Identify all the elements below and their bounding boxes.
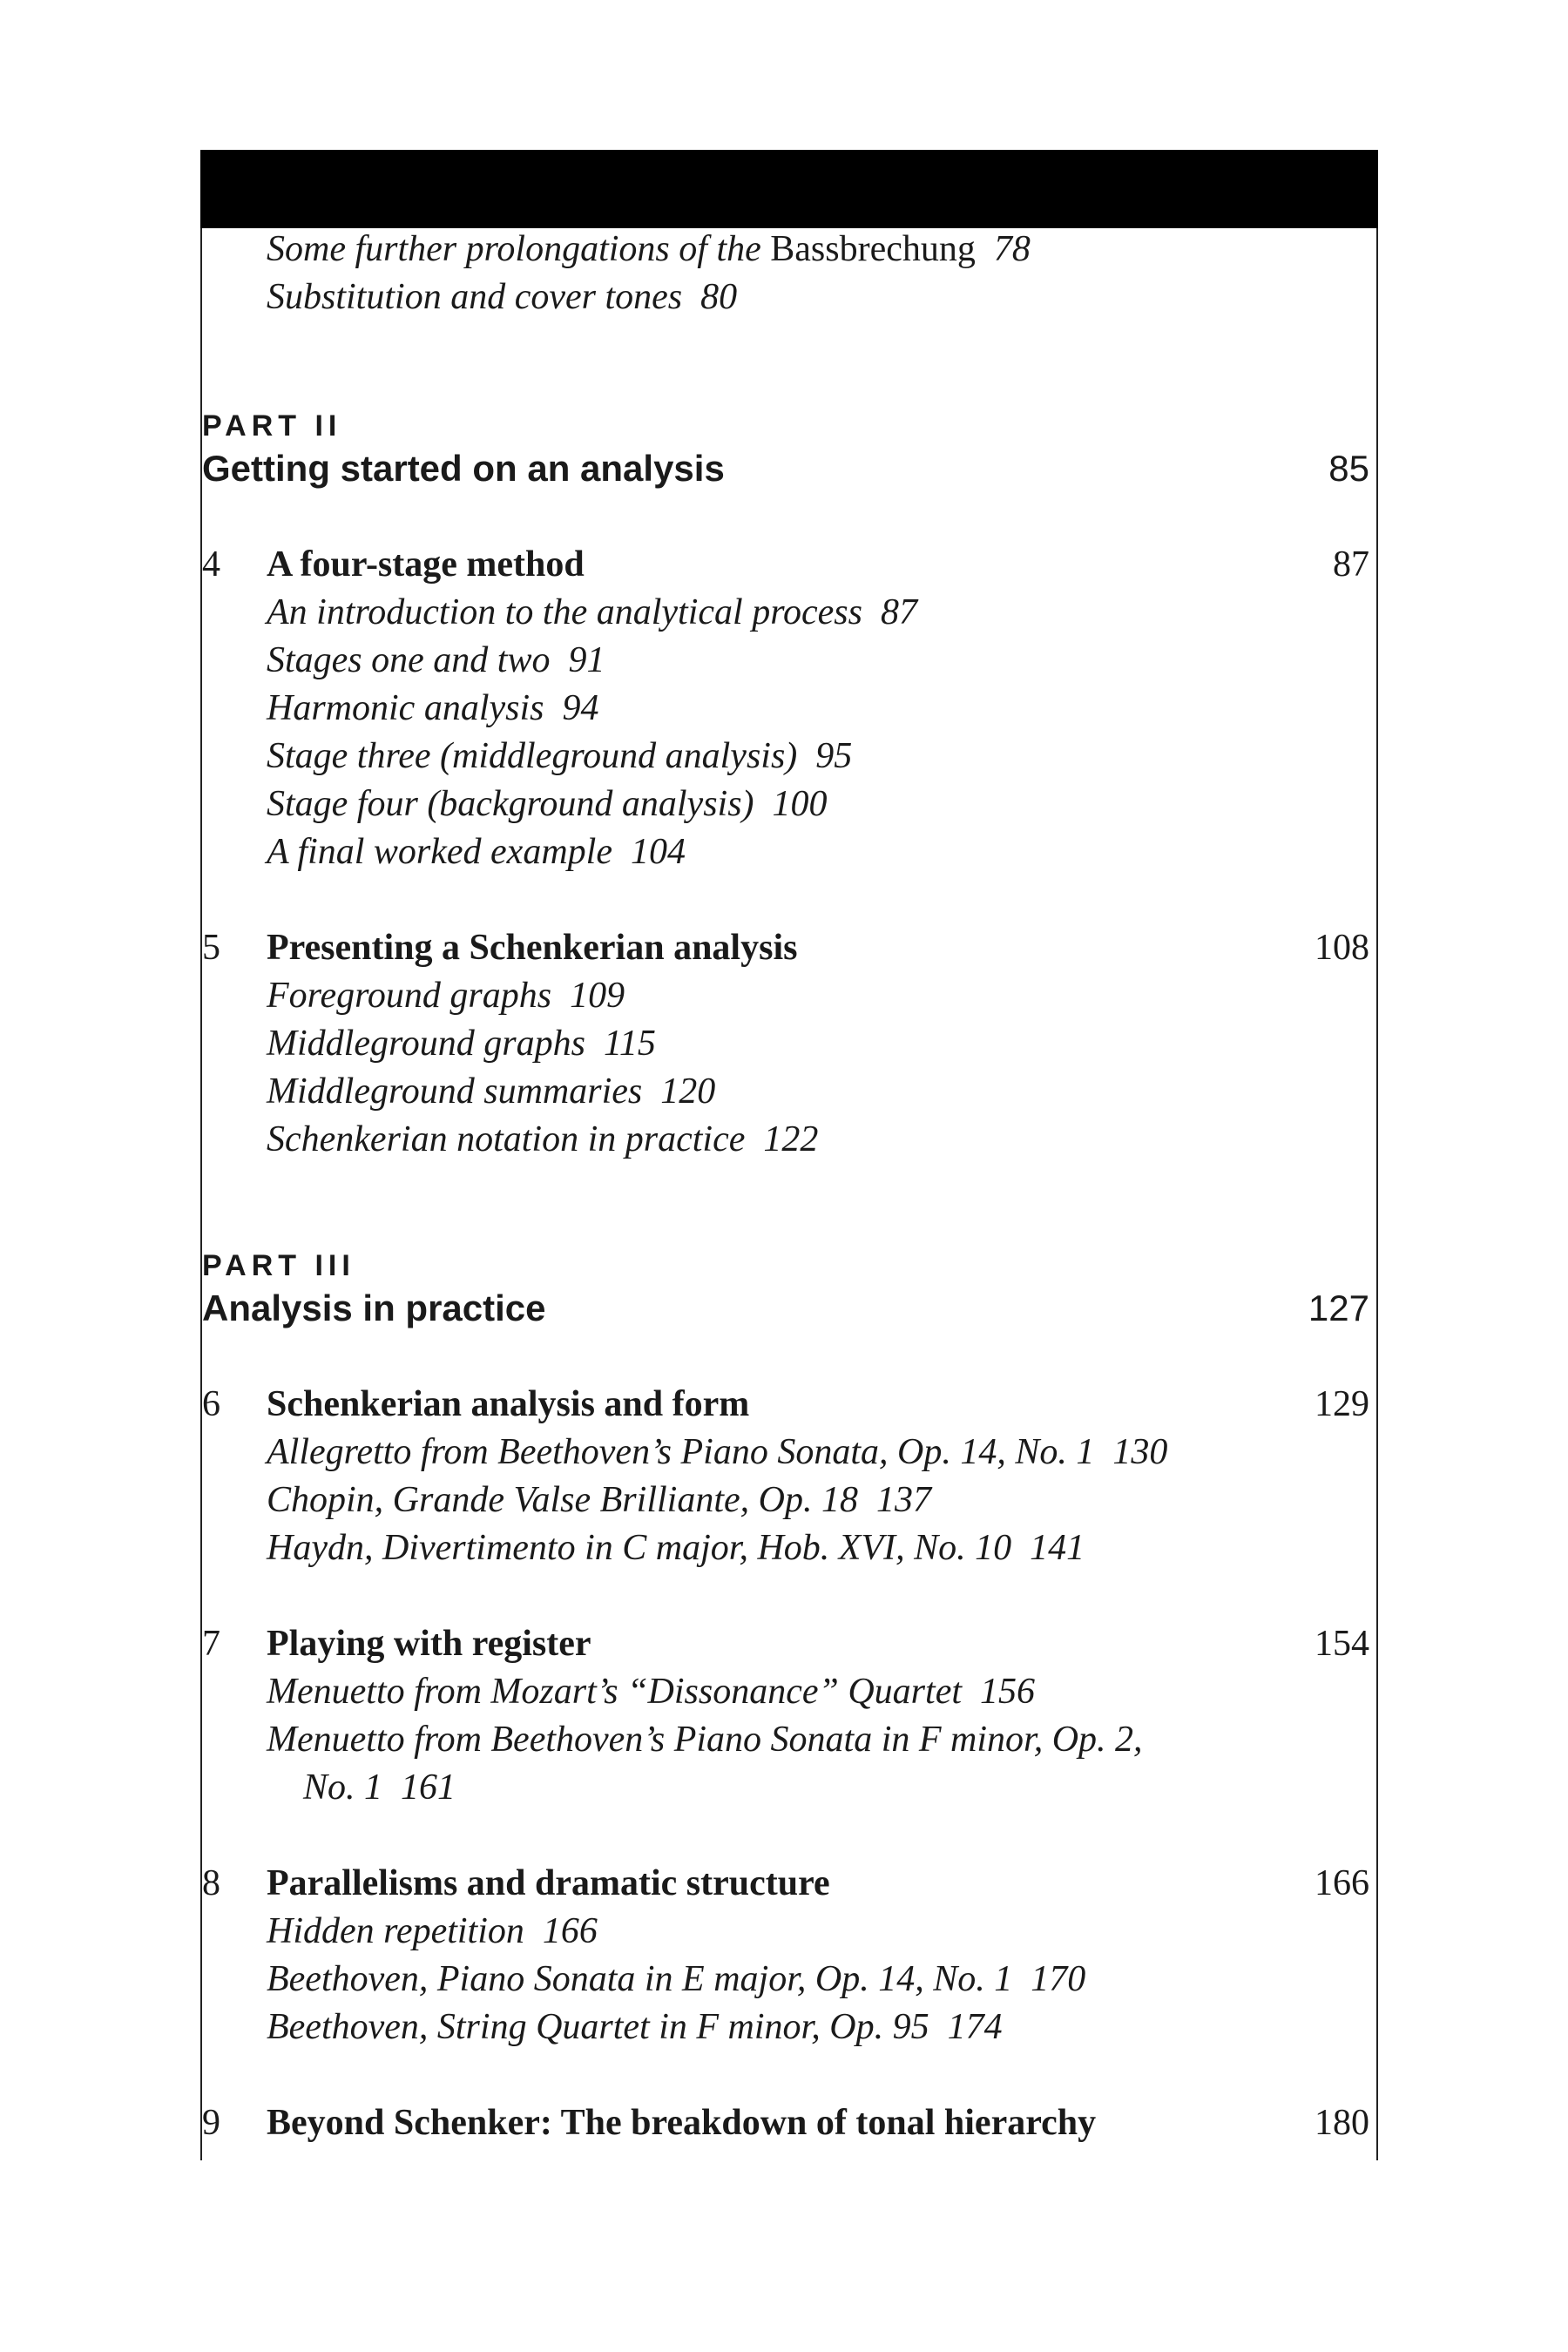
part-page: 85 [1328,448,1369,489]
toc-section[interactable]: Haydn, Divertimento in C major, Hob. XVI, No. 10 141 [267,1528,1085,1568]
chapter-page: 108 [1315,928,1369,968]
part-title[interactable]: Analysis in practice 127 [202,1288,1369,1328]
chapter-title: Parallelisms and dramatic structure [267,1863,830,1903]
toc-section[interactable]: A final worked example 104 [267,832,686,872]
toc-section[interactable]: Substitution and cover tones 80 [267,277,738,317]
chapter-page: 154 [1315,1624,1369,1664]
toc-section[interactable]: Some further prolongations of the Bassbrechung 78 [267,229,1031,269]
chapter-number: 5 [202,928,220,968]
toc-section[interactable]: Menuetto from Beethoven’s Piano Sonata in F minor, Op. 2, [267,1720,1143,1760]
toc-section[interactable]: An introduction to the analytical process 87 [267,592,917,632]
chapter-page: 129 [1315,1384,1369,1424]
toc-section[interactable]: Foreground graphs 109 [267,976,625,1016]
toc-section[interactable]: Hidden repetition 166 [267,1911,598,1951]
part-label: PART III [202,1249,355,1282]
toc-section[interactable]: Harmonic analysis 94 [267,688,599,728]
toc-section[interactable]: Beethoven, Piano Sonata in E major, Op. 14, No. 1 170 [267,1959,1086,1999]
part-label: PART II [202,409,342,443]
chapter-title: Playing with register [267,1624,591,1664]
toc-section[interactable]: Middleground summaries 120 [267,1071,716,1112]
chapter-page: 166 [1315,1863,1369,1903]
chapter-title: Beyond Schenker: The breakdown of tonal hierarchy [267,2103,1097,2143]
header-bar [200,150,1378,228]
chapter-number: 9 [202,2103,220,2143]
chapter-number: 4 [202,544,220,585]
toc-section[interactable]: Menuetto from Mozart’s “Dissonance” Quartet 156 [267,1672,1035,1712]
chapter-page: 180 [1315,2103,1369,2143]
chapter-number: 6 [202,1384,220,1424]
chapter-number: 7 [202,1624,220,1664]
chapter-title: A four-stage method [267,544,585,585]
toc-section[interactable]: Beethoven, String Quartet in F minor, Op. 95 174 [267,2007,1003,2047]
chapter-page: 87 [1333,544,1369,585]
toc-section[interactable]: Stage three (middleground analysis) 95 [267,736,853,776]
toc-section[interactable]: Middleground graphs 115 [267,1024,656,1064]
toc-section[interactable]: Chopin, Grande Valse Brilliante, Op. 18 137 [267,1480,931,1520]
part-page: 127 [1308,1288,1369,1328]
toc-section[interactable]: Allegretto from Beethoven’s Piano Sonata, Op. 14, No. 1 130 [267,1432,1168,1472]
chapter-number: 8 [202,1863,220,1903]
toc-section[interactable]: Stages one and two 91 [267,640,605,680]
toc-section[interactable]: Stage four (background analysis) 100 [267,784,828,824]
chapter-title: Presenting a Schenkerian analysis [267,928,798,968]
chapter-title: Schenkerian analysis and form [267,1384,750,1424]
part-title[interactable]: Getting started on an analysis 85 [202,448,1369,489]
toc-section-continued[interactable]: No. 1 161 [303,1767,456,1808]
toc-section[interactable]: Schenkerian notation in practice 122 [267,1119,819,1159]
